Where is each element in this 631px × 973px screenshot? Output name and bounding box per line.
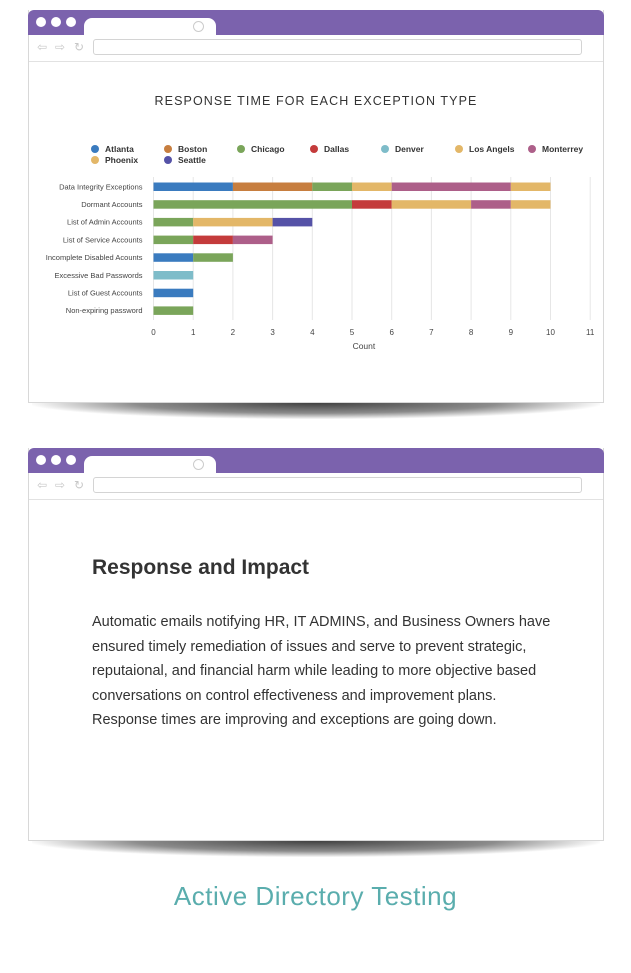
category-label: List of Admin Accounts bbox=[67, 217, 143, 227]
forward-icon[interactable]: ⇨ bbox=[55, 40, 66, 54]
bar-dallas-list-of-service-accounts bbox=[193, 236, 233, 245]
category-label: Incomplete Disabled Acounts bbox=[45, 253, 143, 263]
bar-los-angels-data-integrity-exceptions bbox=[352, 183, 392, 192]
address-bar[interactable] bbox=[93, 477, 582, 493]
window-shadow bbox=[32, 403, 600, 419]
back-icon[interactable]: ⇦ bbox=[37, 478, 48, 492]
bar-chicago-non-expiring-password bbox=[154, 306, 194, 315]
reload-icon[interactable]: ↻ bbox=[74, 40, 85, 54]
minimize-dot[interactable] bbox=[51, 455, 61, 465]
bar-los-angels-dormant-accounts bbox=[392, 200, 471, 209]
category-label: List of Service Accounts bbox=[62, 235, 143, 245]
legend-label: Seattle bbox=[178, 155, 206, 165]
category-label: Dormant Accounts bbox=[81, 200, 143, 209]
forward-icon[interactable]: ⇨ bbox=[55, 478, 66, 492]
category-label: Non-expiring password bbox=[65, 306, 143, 316]
legend-label: Monterrey bbox=[542, 144, 584, 154]
reload-icon[interactable]: ↻ bbox=[74, 478, 85, 492]
legend-label: Atlanta bbox=[105, 144, 134, 154]
bar-monterrey-list-of-service-accounts bbox=[233, 236, 273, 245]
maximize-dot[interactable] bbox=[66, 455, 76, 465]
x-axis-label: Count bbox=[352, 341, 376, 351]
chart-browser-window bbox=[28, 10, 604, 403]
bar-dallas-dormant-accounts bbox=[352, 200, 392, 209]
text-browser-window bbox=[28, 448, 604, 841]
x-tick-label: 0 bbox=[151, 328, 156, 337]
bar-monterrey-data-integrity-exceptions bbox=[392, 183, 511, 192]
bar-atlanta-incomplete-disabled-acounts bbox=[154, 253, 194, 261]
browser-tab[interactable] bbox=[84, 456, 216, 473]
legend-label: Denver bbox=[395, 144, 424, 154]
category-label: Data Integrity Exceptions bbox=[59, 182, 143, 192]
section-heading: Response and Impact bbox=[92, 556, 310, 579]
bar-chicago-data-integrity-exceptions bbox=[312, 183, 352, 192]
x-tick-label: 4 bbox=[310, 328, 315, 337]
category-label: Excessive Bad Passwords bbox=[54, 270, 143, 280]
x-tick-label: 3 bbox=[270, 328, 275, 337]
x-tick-label: 9 bbox=[508, 328, 514, 337]
legend-label: Dallas bbox=[324, 144, 350, 154]
bar-denver-excessive-bad-passwords bbox=[154, 271, 194, 280]
bar-atlanta-data-integrity-exceptions bbox=[154, 183, 233, 192]
browser-toolbar bbox=[29, 473, 603, 500]
chart-title: RESPONSE TIME FOR EACH EXCEPTION TYPE bbox=[154, 94, 478, 108]
bar-atlanta-list-of-guest-accounts bbox=[154, 289, 194, 298]
bar-monterrey-dormant-accounts bbox=[471, 200, 511, 209]
tab-close-icon[interactable] bbox=[193, 459, 204, 470]
x-tick-label: 2 bbox=[230, 328, 236, 337]
chart-plot bbox=[29, 10, 603, 403]
window-controls bbox=[36, 455, 76, 465]
x-tick-label: 5 bbox=[349, 328, 355, 337]
legend-label: Los Angels bbox=[469, 144, 515, 154]
bar-los-angels-list-of-admin-accounts bbox=[193, 218, 272, 227]
legend-label: Boston bbox=[178, 144, 208, 154]
x-tick-label: 11 bbox=[586, 328, 595, 337]
close-dot[interactable] bbox=[36, 455, 46, 465]
x-tick-label: 8 bbox=[468, 328, 474, 337]
x-tick-label: 10 bbox=[546, 328, 555, 337]
x-tick-label: 6 bbox=[389, 328, 394, 337]
window-shadow bbox=[32, 841, 600, 857]
legend-label: Chicago bbox=[251, 144, 285, 154]
legend-label: Phoenix bbox=[105, 155, 139, 165]
bar-chicago-list-of-admin-accounts bbox=[154, 218, 194, 227]
x-tick-label: 1 bbox=[190, 328, 196, 337]
back-icon[interactable]: ⇦ bbox=[37, 40, 48, 54]
bar-chicago-incomplete-disabled-acounts bbox=[193, 253, 233, 261]
bar-seattle-list-of-admin-accounts bbox=[273, 218, 313, 227]
bar-phoenix-dormant-accounts bbox=[511, 200, 551, 209]
category-label: List of Guest Accounts bbox=[67, 288, 143, 298]
window-titlebar bbox=[28, 448, 604, 473]
bar-chicago-list-of-service-accounts bbox=[154, 236, 194, 245]
bar-phoenix-data-integrity-exceptions bbox=[511, 183, 551, 192]
bar-chicago-dormant-accounts bbox=[154, 200, 353, 209]
x-tick-label: 7 bbox=[429, 328, 434, 337]
section-paragraph: Automatic emails notifying HR, IT ADMINS, and Business Owners have ensured timely remediation of issues and serve to prevent strategic, reputaional, and financial harm while leading to more objective based conversations on control effectiveness and improvement plans. Response times are improving and exceptions are going down. bbox=[92, 614, 551, 728]
page-caption: Active Directory Testing bbox=[173, 881, 458, 911]
bar-boston-data-integrity-exceptions bbox=[233, 183, 312, 192]
